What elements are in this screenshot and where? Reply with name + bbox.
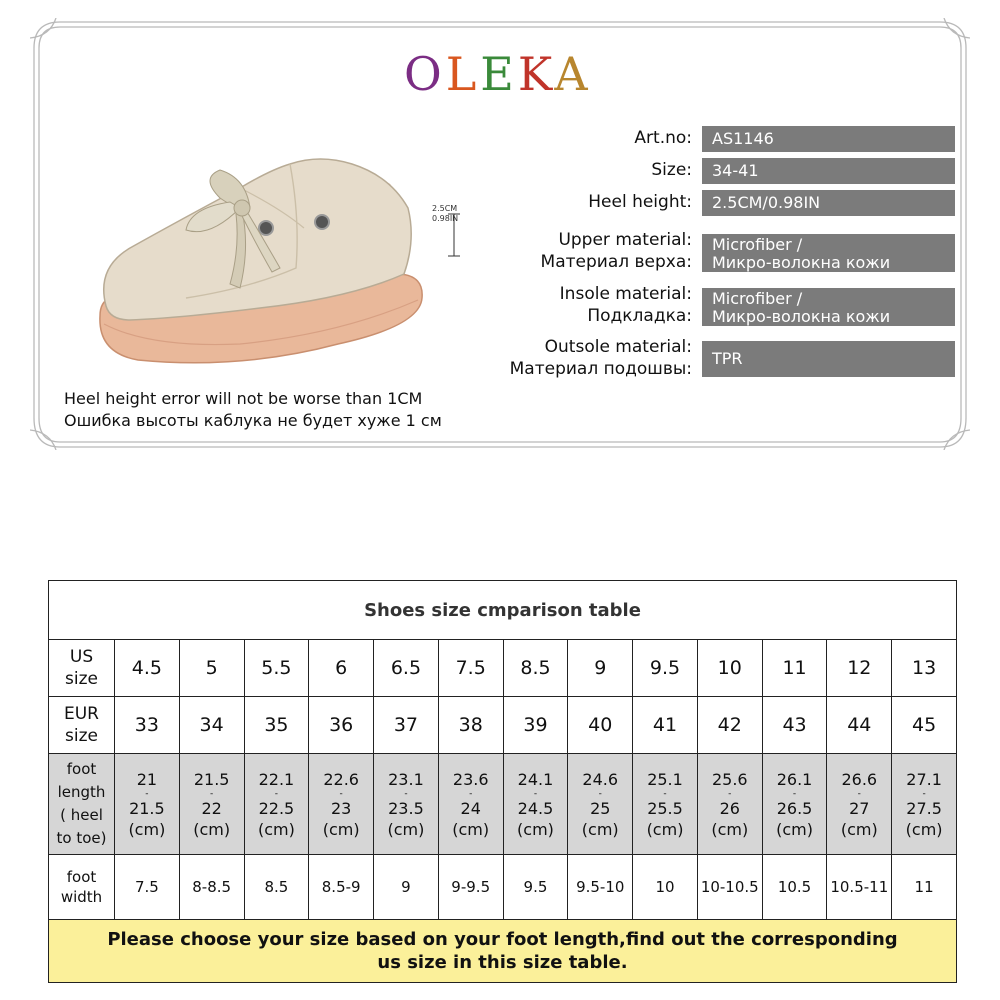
cell-value: (cm) bbox=[905, 819, 943, 839]
foot-width-cell bbox=[115, 855, 180, 920]
cell-value: 23.5 bbox=[388, 798, 424, 818]
us-size-row bbox=[49, 640, 957, 697]
footnote-line: us size in this size table. bbox=[377, 952, 628, 973]
foot-length-cell bbox=[568, 754, 633, 855]
foot-width-row bbox=[49, 855, 957, 920]
foot-length-cell bbox=[179, 754, 244, 855]
cell-value: (cm) bbox=[581, 819, 619, 839]
us-size-cell bbox=[892, 640, 957, 697]
cell-value: 26.6 bbox=[841, 769, 878, 789]
us-size-cell bbox=[503, 640, 568, 697]
cell-value: 40 bbox=[588, 714, 613, 736]
cell-value: (cm) bbox=[517, 819, 554, 839]
cell-value: 9 bbox=[401, 878, 411, 896]
spec-label-ru: Подкладка: bbox=[587, 306, 692, 326]
eur-size-cell bbox=[179, 697, 244, 754]
cell-value: 5.5 bbox=[261, 657, 292, 679]
header-line: size bbox=[65, 669, 98, 689]
foot-length-cell bbox=[244, 754, 309, 855]
spec-value-en: Microfiber / bbox=[712, 289, 803, 308]
spec-value-text: AS1146 bbox=[712, 129, 774, 148]
spec-value bbox=[702, 288, 955, 326]
heel-dimension-label bbox=[432, 204, 458, 224]
header-line: US bbox=[69, 647, 94, 667]
footnote-line: Please choose your size based on your foot length,find out the corresponding bbox=[107, 929, 898, 950]
cell-value: 43 bbox=[782, 714, 807, 736]
cell-value: 41 bbox=[652, 714, 678, 736]
cell-value: 24.6 bbox=[582, 769, 619, 789]
foot-length-cell bbox=[374, 754, 439, 855]
spec-value-en: Microfiber / bbox=[712, 235, 803, 254]
foot-length-cell bbox=[503, 754, 568, 855]
cell-value: 22.5 bbox=[258, 798, 295, 818]
heel-dimension-cm: 2.5CM bbox=[432, 204, 458, 213]
eur-size-cell bbox=[568, 697, 633, 754]
spec-label-en: Outsole material: bbox=[544, 337, 692, 357]
foot-width-cell bbox=[374, 855, 439, 920]
foot-length-cell bbox=[892, 754, 957, 855]
us-size-cell bbox=[633, 640, 698, 697]
us-size-cell bbox=[697, 640, 762, 697]
cell-value: 23.6 bbox=[452, 769, 489, 789]
eur-size-cell bbox=[309, 697, 374, 754]
cell-value: 8-8.5 bbox=[192, 878, 232, 896]
us-size-cell bbox=[762, 640, 827, 697]
foot-width-cell bbox=[827, 855, 892, 920]
cell-value: 36 bbox=[329, 714, 354, 736]
cell-value: 24.1 bbox=[517, 769, 554, 789]
eur-size-row bbox=[49, 697, 957, 754]
spec-value bbox=[702, 190, 955, 216]
cell-value: 10-10.5 bbox=[700, 878, 759, 896]
cell-value: 11 bbox=[914, 878, 934, 896]
spec-label-en: Insole material: bbox=[559, 284, 692, 304]
spec-label-ru: Материал верха: bbox=[540, 252, 692, 272]
us-size-header bbox=[49, 640, 115, 697]
eur-size-cell bbox=[633, 697, 698, 754]
foot-width-cell bbox=[892, 855, 957, 920]
eur-size-cell bbox=[244, 697, 309, 754]
header-line: length bbox=[57, 783, 106, 801]
cell-value: 27 bbox=[849, 798, 870, 818]
spec-value-ru: Микро-волокна кожи bbox=[712, 253, 891, 272]
spec-label: Art.no: bbox=[634, 128, 692, 148]
cell-value: 13 bbox=[912, 657, 937, 679]
cell-value: 22.6 bbox=[323, 769, 359, 789]
cell-value: (cm) bbox=[646, 819, 684, 839]
us-size-cell bbox=[438, 640, 503, 697]
brand-logo: OLEKA bbox=[404, 47, 592, 101]
cell-value: 4.5 bbox=[131, 657, 162, 679]
us-size-cell bbox=[827, 640, 892, 697]
cell-value: - bbox=[339, 788, 343, 799]
cell-value: - bbox=[663, 788, 667, 799]
cell-value: 8.5-9 bbox=[321, 878, 361, 896]
cell-value: 25 bbox=[590, 798, 611, 818]
foot-width-cell bbox=[503, 855, 568, 920]
foot-width-cell bbox=[309, 855, 374, 920]
spec-value-ru: Микро-волокна кожи bbox=[712, 307, 891, 326]
cell-value: 9.5-10 bbox=[576, 878, 625, 896]
cell-value: 25.6 bbox=[711, 769, 748, 789]
us-size-cell bbox=[309, 640, 374, 697]
table-title: Shoes size cmparison table bbox=[49, 581, 957, 640]
cell-value: 9 bbox=[594, 657, 607, 679]
cell-value: 27.5 bbox=[906, 798, 942, 818]
us-size-cell bbox=[115, 640, 180, 697]
foot-length-cell bbox=[438, 754, 503, 855]
foot-width-cell bbox=[568, 855, 633, 920]
cell-value: (cm) bbox=[322, 819, 360, 839]
eur-size-cell bbox=[503, 697, 568, 754]
foot-length-header bbox=[49, 754, 115, 855]
heel-dimension-inch: 0.98IN bbox=[432, 214, 459, 223]
shoe-image bbox=[90, 148, 430, 378]
cell-value: (cm) bbox=[776, 819, 813, 839]
cell-value: 10.5 bbox=[777, 878, 812, 896]
us-size-cell bbox=[568, 640, 633, 697]
eur-size-cell bbox=[115, 697, 180, 754]
cell-value: 25.5 bbox=[647, 798, 683, 818]
cell-value: 24.5 bbox=[517, 798, 554, 818]
cell-value: 26.5 bbox=[776, 798, 813, 818]
cell-value: 34 bbox=[199, 714, 224, 736]
cell-value: - bbox=[533, 788, 538, 799]
cell-value: - bbox=[274, 788, 279, 799]
cell-value: 11 bbox=[782, 657, 807, 679]
cell-value: 21.5 bbox=[129, 798, 165, 818]
cell-value: 38 bbox=[458, 714, 483, 736]
size-comparison-table bbox=[48, 580, 957, 983]
foot-length-row bbox=[49, 754, 957, 855]
eur-size-cell bbox=[697, 697, 762, 754]
us-size-cell bbox=[374, 640, 439, 697]
cell-value: 26 bbox=[719, 798, 740, 818]
spec-value-text: 34-41 bbox=[712, 161, 759, 180]
foot-width-cell bbox=[438, 855, 503, 920]
cell-value: 10.5-11 bbox=[830, 878, 889, 896]
eur-size-cell bbox=[762, 697, 827, 754]
cell-value: 22.1 bbox=[258, 769, 295, 789]
us-size-cell bbox=[244, 640, 309, 697]
cell-value: - bbox=[404, 788, 408, 799]
cell-value: 9.5 bbox=[649, 657, 681, 679]
header-line: to toe) bbox=[56, 829, 107, 847]
cell-value: 33 bbox=[134, 714, 159, 736]
cell-value: 39 bbox=[523, 714, 548, 736]
header-line: foot bbox=[66, 760, 97, 778]
cell-value: (cm) bbox=[128, 819, 166, 839]
spec-value bbox=[702, 234, 955, 272]
cell-value: 9.5 bbox=[523, 878, 548, 896]
us-size-cell bbox=[179, 640, 244, 697]
cell-value: (cm) bbox=[840, 819, 878, 839]
spec-value-text: TPR bbox=[712, 349, 743, 368]
cell-value: - bbox=[210, 788, 214, 799]
cell-value: 22 bbox=[201, 798, 222, 818]
spec-value-text: 2.5CM/0.98IN bbox=[712, 193, 821, 212]
cell-value: 23 bbox=[331, 798, 352, 818]
foot-width-cell bbox=[179, 855, 244, 920]
spec-label-en: Upper material: bbox=[558, 230, 692, 250]
cell-value: 27.1 bbox=[906, 769, 942, 789]
header-line: size bbox=[65, 726, 98, 746]
eur-size-header bbox=[49, 697, 115, 754]
cell-value: 45 bbox=[912, 714, 937, 736]
foot-width-header bbox=[49, 855, 115, 920]
cell-value: (cm) bbox=[257, 819, 295, 839]
header-line: ( heel bbox=[60, 806, 103, 824]
cell-value: 5 bbox=[205, 657, 218, 679]
cell-value: - bbox=[598, 788, 602, 799]
cell-value: 21.5 bbox=[193, 769, 230, 789]
header-line: width bbox=[60, 888, 103, 906]
cell-value: 7.5 bbox=[455, 657, 486, 679]
cell-value: 42 bbox=[717, 714, 742, 736]
cell-value: 10 bbox=[717, 657, 742, 679]
spec-label: Heel height: bbox=[588, 192, 692, 212]
cell-value: 35 bbox=[264, 714, 289, 736]
cell-value: 25.1 bbox=[647, 769, 683, 789]
cell-value: 44 bbox=[847, 714, 872, 736]
cell-value: - bbox=[857, 788, 861, 799]
eur-size-cell bbox=[374, 697, 439, 754]
foot-length-cell bbox=[762, 754, 827, 855]
cell-value: (cm) bbox=[387, 819, 425, 839]
cell-value: 24 bbox=[460, 798, 481, 818]
cell-value: 6.5 bbox=[390, 657, 422, 679]
foot-width-cell bbox=[244, 855, 309, 920]
cell-value: 7.5 bbox=[134, 878, 159, 896]
cell-value: (cm) bbox=[452, 819, 490, 839]
foot-width-cell bbox=[762, 855, 827, 920]
cell-value: 10 bbox=[655, 878, 675, 896]
eur-size-cell bbox=[827, 697, 892, 754]
foot-length-cell bbox=[697, 754, 762, 855]
spec-value bbox=[702, 341, 955, 377]
cell-value: - bbox=[469, 788, 473, 799]
header-line: EUR bbox=[64, 704, 99, 724]
cell-value: 21 bbox=[136, 769, 158, 789]
foot-length-cell bbox=[827, 754, 892, 855]
heel-note bbox=[64, 388, 464, 432]
cell-value: 9-9.5 bbox=[451, 878, 491, 896]
foot-width-cell bbox=[633, 855, 698, 920]
cell-value: (cm) bbox=[193, 819, 231, 839]
cell-value: 23.1 bbox=[388, 769, 424, 789]
cell-value: 8.5 bbox=[264, 878, 289, 896]
foot-length-cell bbox=[309, 754, 374, 855]
heel-note-en: Heel height error will not be worse than 1CM bbox=[64, 389, 423, 408]
spec-value bbox=[702, 126, 955, 152]
size-footnote bbox=[49, 920, 957, 983]
foot-length-cell bbox=[633, 754, 698, 855]
cell-value: - bbox=[792, 788, 797, 799]
spec-label: Size: bbox=[651, 160, 692, 180]
cell-value: 8.5 bbox=[520, 657, 551, 679]
heel-note-ru: Ошибка высоты каблука не будет хуже 1 см bbox=[64, 411, 442, 430]
foot-width-cell bbox=[697, 855, 762, 920]
cell-value: (cm) bbox=[711, 819, 749, 839]
cell-value: - bbox=[922, 788, 926, 799]
header-line: foot bbox=[66, 868, 97, 886]
cell-value: 26.1 bbox=[776, 769, 813, 789]
cell-value: 37 bbox=[393, 714, 419, 736]
cell-value: - bbox=[145, 788, 149, 799]
spec-value bbox=[702, 158, 955, 184]
cell-value: 12 bbox=[847, 657, 872, 679]
foot-length-cell bbox=[115, 754, 180, 855]
spec-label-ru: Материал подошвы: bbox=[509, 359, 692, 379]
cell-value: - bbox=[728, 788, 732, 799]
eur-size-cell bbox=[892, 697, 957, 754]
cell-value: 6 bbox=[335, 657, 348, 679]
eur-size-cell bbox=[438, 697, 503, 754]
